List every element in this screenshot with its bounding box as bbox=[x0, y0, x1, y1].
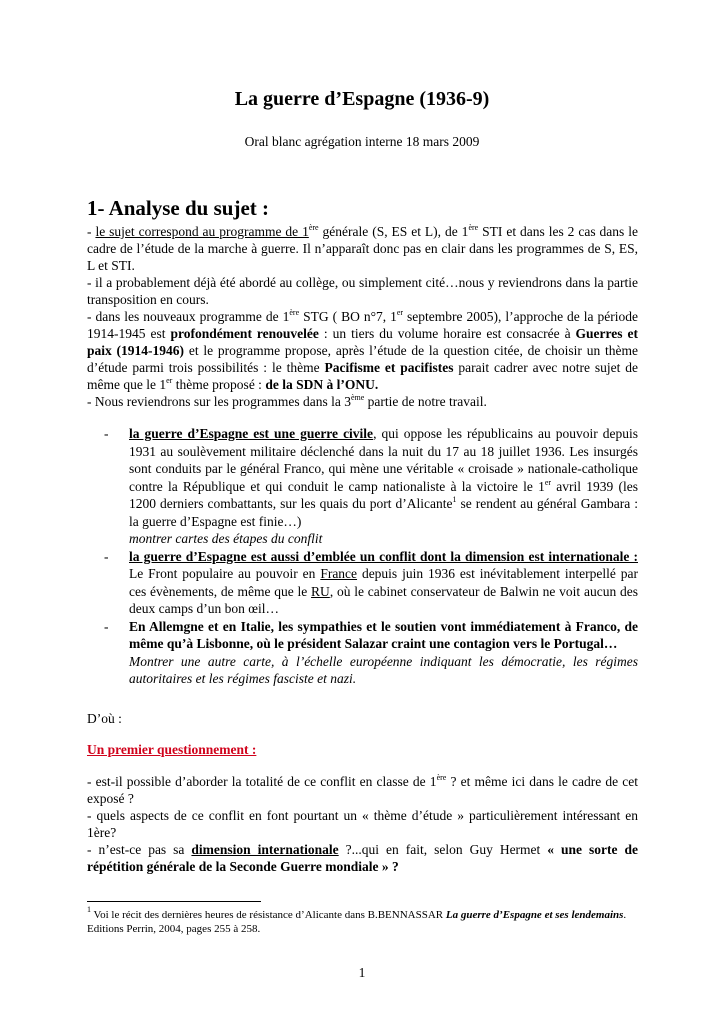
questionnement-heading: Un premier questionnement : bbox=[87, 742, 257, 757]
question-3: - n’est-ce pas sa dimension internationale ?...qui en fait, selon Guy Hermet « une sorte de répétition générale de la Seconde Guerre mondiale » ? bbox=[87, 842, 639, 874]
footnote-rule bbox=[87, 901, 261, 902]
dou-label: D’où : bbox=[87, 711, 122, 726]
bullet-dash: - bbox=[104, 548, 109, 564]
paragraph-programme: - le sujet correspond au programme de 1ère générale (S, ES et L), de 1ère STI et dans les 2 cas dans le cadre de l’étude de la marche à guerre. Il n’apparaît donc pas en clair dans les programmes de S, ES, L et STI. bbox=[87, 223, 638, 273]
page-subtitle: Oral blanc agrégation interne 18 mars 2009 bbox=[244, 134, 480, 149]
page-title: La guerre d’Espagne (1936-9) bbox=[234, 88, 490, 110]
paragraph-stg: - dans les nouveaux programme de 1ère STG ( BO n°7, 1er septembre 2005), l’approche de la période 1914-1945 est profondément renouvelée : un tiers du volume horaire est consacrée à Guerres et paix (1914-1946) et le programme propose, après l’étude de la question citée, de choisir un thème d’étude parmi trois possibilités : le thème Pacifisme et pacifistes parait cadrer avec notre sujet de même que le 1er thème proposé : de la SDN à l’ONU. bbox=[87, 308, 638, 392]
paragraph-programmes-note: - Nous reviendrons sur les programmes dans la 3ème partie de notre travail. bbox=[87, 393, 487, 409]
bullet-dash: - bbox=[104, 618, 109, 634]
question-1: - est-il possible d’aborder la totalité de ce conflit en classe de 1ère ? et même ici dans le cadre de cet exposé ? bbox=[87, 773, 638, 806]
bullet-dash: - bbox=[104, 426, 109, 441]
analysis-paragraphs bbox=[87, 223, 638, 410]
footnote: $^1$ Voi le récit des dernières heures de résistance d’Alicante dans B.BENNASSAR La guerre d’Espagne et ses lendemains. Editions Perrin, 2004, pages 255 à 258. bbox=[87, 905, 627, 935]
paragraph-college: - il a probablement déjà été abordé au collège, ou simplement cité…nous y reviendrons dans la partie transposition en cours. bbox=[87, 275, 638, 307]
list-item: - En Allemgne et en Italie, les sympathies et le soutien vont immédiatement à Franco, de même qu’à Lisbonne, où le président Salazar craint une contagion vers le Portugal… Montrer une autre carte, à l’échelle européenne indiquant les démocratie, les régimes autoritaires et les régimes fasciste et nazi. bbox=[104, 618, 638, 686]
question-2: - quels aspects de ce conflit en font pourtant un « thème d’étude » particulièrement intéressant en 1ère? bbox=[87, 808, 638, 840]
list-item: - la guerre d’Espagne est une guerre civile, qui oppose les républicains au pouvoir depuis 1931 au soulèvement militaire déclenché dans la nuit du 17 au 18 juillet 1936. Les insurgés sont conduits par le général Franco, qui mène une véritable « croisade » nationale-catholique contre la République et qui conduit le camp nationaliste à la victoire le 1er avril 1939 (les 1200 derniers combattants, sur les quais du port d’Alicante$^1$ se rendent au général Gambara : la guerre d’Espagne est finie…) montrer cartes des étapes du conflit bbox=[104, 426, 638, 546]
questions bbox=[87, 773, 638, 875]
section-heading: 1- Analyse du sujet : bbox=[87, 196, 270, 220]
teaching-note: montrer cartes des étapes du conflit bbox=[129, 531, 323, 546]
list-item: - la guerre d’Espagne est aussi d’emblée un conflit dont la dimension est internationale : Le Front populaire au pouvoir en France depuis juin 1936 est inévitablement interpellé par ces évènements, de même que le RU, où le cabinet conservateur de Balwin ne voit aucun des deux camps d’un bon œil… bbox=[104, 548, 638, 616]
bullet-list bbox=[104, 425, 638, 688]
teaching-note: Montrer une autre carte, à l’échelle européenne indiquant les démocratie, les régimes autoritaires et les régimes fasciste et nazi. bbox=[129, 653, 638, 686]
page-number: 1 bbox=[358, 965, 366, 980]
